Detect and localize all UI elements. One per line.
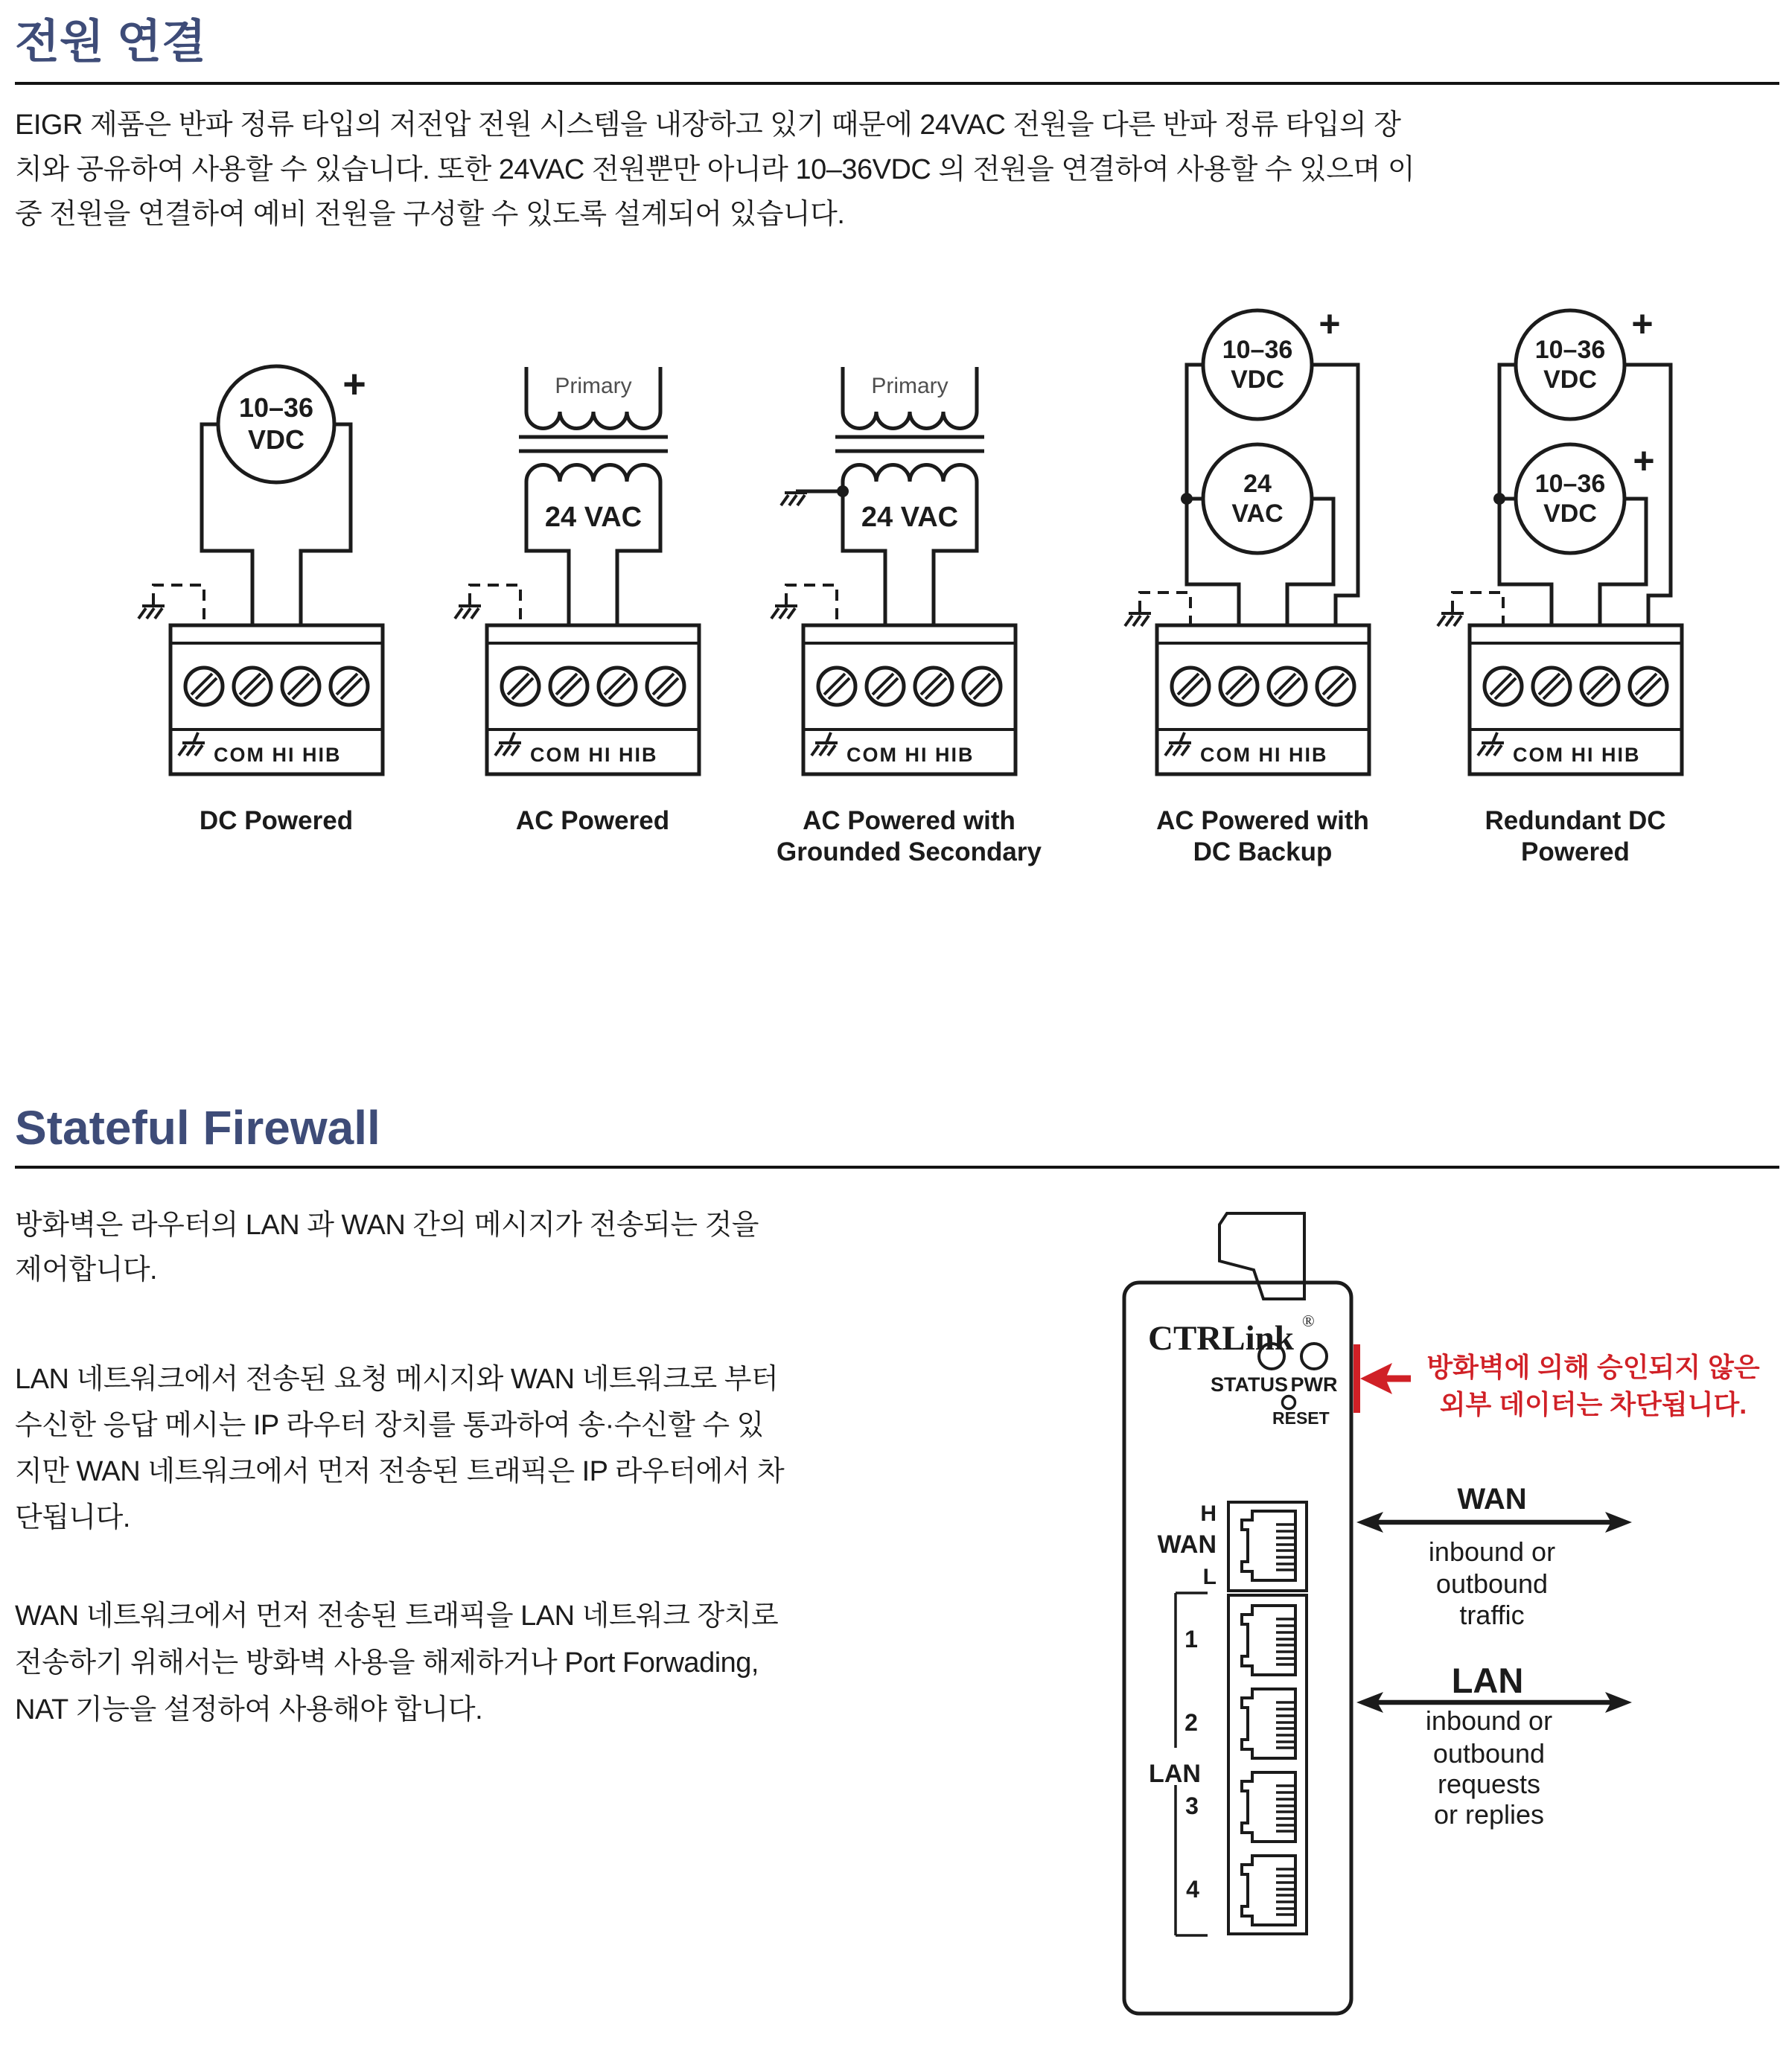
svg-text:VAC: VAC bbox=[1231, 499, 1284, 528]
section-divider bbox=[15, 82, 1779, 85]
firewall-paragraph-line: WAN 네트워크에서 먼저 전송된 트래픽을 LAN 네트워크 장치로 bbox=[15, 1600, 779, 1632]
diagram-ac-powered bbox=[431, 268, 721, 796]
lan-flow-title: LAN bbox=[1451, 1661, 1524, 1700]
rj45-jack-icon bbox=[1242, 1511, 1295, 1580]
wan-pin-l-label: L bbox=[1202, 1565, 1217, 1589]
firewall-paragraph-3 bbox=[15, 1593, 778, 1734]
earth-ground-icon bbox=[811, 732, 838, 756]
wan-port-label: WAN bbox=[1157, 1530, 1217, 1559]
lan-port-2-label: 2 bbox=[1184, 1709, 1198, 1736]
transformer-icon bbox=[519, 367, 668, 533]
earth-ground-icon bbox=[455, 606, 481, 619]
caption-ac-grounded-secondary: AC Powered with Grounded Secondary bbox=[777, 806, 1042, 866]
lan-ports-label: LAN bbox=[1149, 1760, 1201, 1788]
earth-ground-icon bbox=[771, 606, 797, 619]
plus-polarity: + bbox=[1631, 303, 1654, 345]
svg-text:VDC: VDC bbox=[1543, 499, 1597, 528]
lan-port-1-label: 1 bbox=[1184, 1626, 1198, 1653]
firewall-paragraph-line: 전송하기 위해서는 방화벽 사용을 해제하거나 Port Forwading, bbox=[15, 1647, 759, 1679]
lan-port-3-label: 3 bbox=[1185, 1792, 1199, 1819]
dc-source-circle bbox=[1203, 310, 1312, 419]
chassis-ground-wire bbox=[1140, 593, 1190, 625]
primary-label: Primary bbox=[871, 374, 948, 398]
chassis-ground-wire bbox=[1453, 593, 1503, 625]
caption-dc-powered: DC Powered bbox=[199, 806, 354, 835]
firewall-section-title: Stateful Firewall bbox=[15, 1101, 380, 1155]
svg-text:24: 24 bbox=[1243, 470, 1272, 498]
firewall-paragraph-2 bbox=[15, 1356, 784, 1541]
svg-text:외부 데이터는 차단됩니다.: 외부 데이터는 차단됩니다. bbox=[1439, 1389, 1747, 1420]
wan-pin-h-label: H bbox=[1200, 1501, 1217, 1526]
screw-terminals bbox=[1172, 668, 1354, 705]
terminal-labels: COM HI HIB bbox=[846, 744, 975, 766]
vac-label: 24 VAC bbox=[544, 502, 642, 533]
dc-source-circle bbox=[1516, 444, 1624, 553]
svg-text:방화벽에 의해 승인되지 않은: 방화벽에 의해 승인되지 않은 bbox=[1426, 1352, 1760, 1382]
svg-text:VDC: VDC bbox=[1543, 365, 1597, 394]
status-label: STATUS bbox=[1211, 1373, 1288, 1396]
pwr-led bbox=[1301, 1344, 1327, 1369]
terminal-labels: COM HI HIB bbox=[1200, 744, 1328, 766]
lan-flow-annotation bbox=[1356, 1661, 1632, 1830]
router-device-diagram bbox=[1080, 1161, 1792, 2053]
earth-ground-icon bbox=[179, 732, 205, 756]
svg-text:or replies: or replies bbox=[1433, 1799, 1545, 1830]
wan-flow-title: WAN bbox=[1457, 1483, 1527, 1516]
primary-label: Primary bbox=[555, 374, 632, 398]
dc-source-unit: VDC bbox=[247, 424, 305, 455]
rj45-jack-icon bbox=[1242, 1772, 1295, 1842]
earth-ground-icon bbox=[495, 732, 521, 756]
earth-ground-icon bbox=[781, 493, 807, 505]
diagram-ac-dc-backup bbox=[1105, 268, 1403, 796]
plus-polarity: + bbox=[1319, 303, 1341, 345]
screw-terminals bbox=[1485, 668, 1667, 705]
din-rail-clip bbox=[1219, 1213, 1304, 1299]
terminal-block bbox=[170, 625, 383, 774]
earth-ground-icon bbox=[1478, 732, 1504, 756]
caption-ac-dc-backup: AC Powered with DC Backup bbox=[1156, 806, 1369, 866]
vac-label: 24 VAC bbox=[861, 502, 959, 533]
svg-text:10–36: 10–36 bbox=[1222, 336, 1293, 364]
plus-polarity: + bbox=[342, 362, 366, 406]
power-paragraph bbox=[15, 103, 1415, 237]
svg-text:inbound or: inbound or bbox=[1425, 1705, 1553, 1736]
ac-source-circle bbox=[1203, 444, 1312, 553]
dc-source-range: 10–36 bbox=[238, 392, 314, 423]
reset-label: RESET bbox=[1272, 1408, 1330, 1428]
firewall-note bbox=[1353, 1344, 1760, 1420]
svg-text:10–36: 10–36 bbox=[1534, 470, 1606, 498]
reset-button bbox=[1283, 1396, 1295, 1409]
secondary-ground bbox=[781, 485, 849, 505]
rj45-jack-icon bbox=[1242, 1856, 1295, 1925]
svg-text:outbound: outbound bbox=[1432, 1738, 1546, 1769]
firewall-paragraph-line: 수신한 응답 메시는 IP 라우터 장치를 통과하여 송·수신할 수 있 bbox=[15, 1410, 764, 1441]
rj45-jack-icon bbox=[1242, 1606, 1295, 1675]
firewall-paragraph-line: 지만 WAN 네트워크에서 먼저 전송된 트래픽은 IP 라우터에서 차 bbox=[15, 1456, 785, 1487]
firewall-paragraph-line: 방화벽은 라우터의 LAN 과 WAN 간의 메시지가 전송되는 것을 bbox=[15, 1210, 759, 1241]
screw-terminals bbox=[502, 668, 684, 705]
earth-ground-icon bbox=[138, 606, 165, 619]
svg-text:inbound or: inbound or bbox=[1428, 1536, 1556, 1567]
firewall-paragraph-line: 단됩니다. bbox=[15, 1502, 130, 1533]
earth-ground-icon bbox=[1438, 613, 1464, 626]
firewall-paragraph-line: NAT 기능을 설정하여 사용해야 합니다. bbox=[15, 1694, 483, 1725]
pwr-label: PWR bbox=[1290, 1373, 1338, 1396]
plus-polarity: + bbox=[1633, 440, 1655, 482]
wan-flow-annotation bbox=[1356, 1483, 1632, 1630]
terminal-block bbox=[487, 625, 699, 774]
svg-text:requests: requests bbox=[1437, 1769, 1541, 1799]
screw-terminals bbox=[818, 668, 1001, 705]
screw-terminals bbox=[185, 668, 368, 705]
terminal-labels: COM HI HIB bbox=[214, 744, 342, 766]
transformer-icon bbox=[835, 367, 984, 533]
registered-mark: ® bbox=[1302, 1312, 1315, 1330]
earth-ground-icon bbox=[1125, 613, 1151, 626]
lan-port-4-label: 4 bbox=[1186, 1876, 1199, 1903]
earth-ground-icon bbox=[1165, 732, 1191, 756]
junction-dot bbox=[1181, 493, 1193, 505]
firewall-paragraph-line: 제어합니다. bbox=[15, 1254, 158, 1286]
power-paragraph-line: 중 전원을 연결하여 예비 전원을 구성할 수 있도록 설계되어 있습니다. bbox=[15, 199, 845, 230]
caption-ac-powered: AC Powered bbox=[515, 806, 670, 835]
svg-text:outbound: outbound bbox=[1435, 1568, 1549, 1599]
ctrlink-logo: CTRLink bbox=[1148, 1319, 1294, 1358]
terminal-block bbox=[1157, 625, 1369, 774]
terminal-labels: COM HI HIB bbox=[1513, 744, 1641, 766]
firewall-paragraph-line: LAN 네트워크에서 전송된 요청 메시지와 WAN 네트워크로 부터 bbox=[15, 1364, 779, 1395]
diagram-redundant-dc bbox=[1418, 268, 1715, 796]
diagram-ac-grounded-secondary bbox=[725, 268, 1038, 796]
diagram-dc-powered bbox=[107, 268, 420, 796]
terminal-block bbox=[803, 625, 1015, 774]
power-section-title: 전원 연결 bbox=[15, 16, 206, 68]
terminal-labels: COM HI HIB bbox=[530, 744, 658, 766]
caption-redundant-dc: Redundant DC Powered bbox=[1485, 806, 1666, 866]
rj45-jack-icon bbox=[1242, 1689, 1295, 1758]
junction-dot bbox=[1493, 493, 1505, 505]
terminal-block bbox=[1470, 625, 1682, 774]
power-paragraph-line: EIGR 제품은 반파 정류 타입의 저전압 전원 시스템을 내장하고 있기 때문에 24VAC 전원을 다른 반파 정류 타입의 장 bbox=[15, 109, 1401, 141]
svg-text:10–36: 10–36 bbox=[1534, 336, 1606, 364]
svg-text:traffic: traffic bbox=[1459, 1600, 1525, 1630]
dc-source-circle bbox=[1516, 310, 1624, 419]
firewall-paragraph-1 bbox=[15, 1203, 759, 1292]
power-paragraph-line: 치와 공유하여 사용할 수 있습니다. 또한 24VAC 전원뿐만 아니라 10–36VDC 의 전원을 연결하여 사용할 수 있으며 이 bbox=[15, 154, 1415, 185]
svg-text:VDC: VDC bbox=[1231, 365, 1284, 394]
